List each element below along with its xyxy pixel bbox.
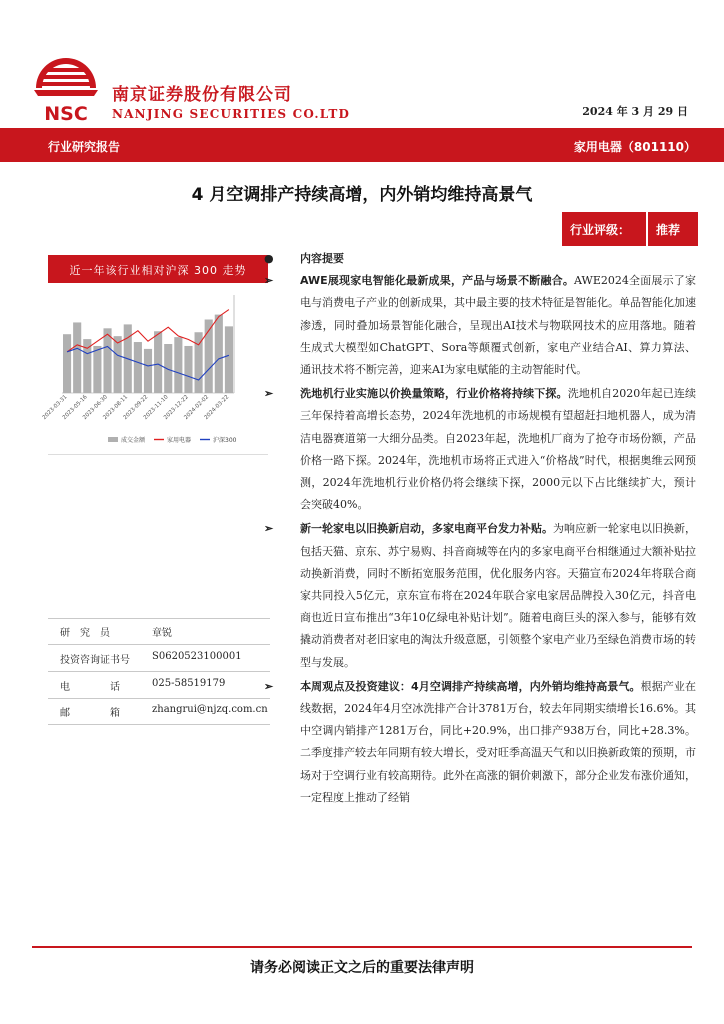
- email-address[interactable]: zhangrui@njzq.com.cn: [152, 704, 268, 715]
- paragraph-trade-in: [264, 518, 696, 673]
- paragraph-floor-washer-head: 洗地机行业实施以价换量策略，行业价格将持续下探。: [300, 387, 568, 401]
- legend-label: 家用电器: [167, 437, 192, 444]
- brand-name-cn: 南京证券股份有限公司: [112, 85, 292, 105]
- x-tick-label: 2023-06-30: [82, 394, 109, 422]
- report-date: 2024 年 3 月 29 日: [582, 105, 688, 118]
- volume-bar: [154, 331, 162, 393]
- x-tick-label: 2024-02-02: [183, 394, 211, 422]
- cert-number: S0620523100001: [152, 651, 242, 662]
- legend-label: 沪深300: [213, 437, 237, 444]
- x-tick-label: 2023-09-22: [122, 394, 150, 422]
- info-divider: [48, 644, 270, 645]
- rating-value: 推荐: [656, 223, 681, 237]
- volume-bar: [225, 326, 233, 393]
- info-divider: [48, 618, 270, 619]
- chart-svg: [41, 285, 268, 455]
- x-tick-label: 2024-03-22: [203, 394, 231, 422]
- volume-bar: [174, 337, 182, 393]
- industry-code: 家用电器（801110）: [573, 140, 696, 154]
- paragraph-awe-head: AWE展现家电智能化最新成果，产品与场景不断融合。: [300, 274, 575, 288]
- volume-bar: [93, 346, 101, 393]
- x-tick-label: 2023-12-22: [163, 394, 190, 422]
- info-divider: [48, 698, 270, 699]
- info-divider: [48, 724, 270, 725]
- arrow-bullet-icon: ➢: [264, 274, 274, 288]
- paragraph-trade-in-head: 新一轮家电以旧换新启动，多家电商平台发力补贴。: [300, 522, 553, 536]
- nsc-logo: [30, 56, 102, 126]
- logo-text: NSC: [44, 103, 88, 125]
- rating-label: 行业评级：: [570, 223, 631, 237]
- chart-title: 近一年该行业相对沪深 300 走势: [69, 264, 247, 277]
- summary-heading-text: 内容提要: [300, 252, 344, 265]
- summary-heading: [264, 248, 696, 270]
- rating-divider: [646, 212, 648, 246]
- paragraph-weekly-view-body: 根据产业在线数据，2024年4月空冰洗排产合计3781万台，较去年同期实绩增长16.6%。其中空调内销排产1281万台，同比+20.9%，出口排产938万台，同比+28.3%。二季度排产较去年同期有较大增长，受对旺季高温天气和以旧换新政策的预期，市场对于空调行业有较高期待。此外在高涨的铜价刺激下，部分企业发布涨价通知，一定程度上推动了经销: [300, 679, 696, 804]
- volume-bar: [103, 328, 111, 393]
- phone-label: 电 话: [60, 682, 120, 693]
- email-label: 邮 箱: [60, 708, 120, 719]
- paragraph-trade-in-body: 为响应新一轮家电以旧换新，包括天猫、京东、苏宁易购、抖音商城等在内的多家电商平台相继通过大额补贴拉动换新消费，同时不断拓宽服务范围，优化服务内容。天猫宣布2024年将联合商家共同投入5亿元，京东宣布将在2024年联合家电家居品牌投入30亿元，抖音电商也近日宣布推出“3年10亿绿电补贴计划”。随着电商巨头的深入参与，能够有效撬动消费者对老旧家电的淘汰升级意愿，引领整个家电产业乃至绿色消费市场的转型与发展。: [300, 522, 696, 669]
- legend-swatch: [108, 437, 118, 442]
- arrow-bullet-icon: ➢: [264, 387, 274, 401]
- arrow-bullet-icon: ➢: [264, 522, 274, 536]
- footer-divider: [32, 946, 692, 948]
- volume-bar: [184, 346, 192, 393]
- report-type: 行业研究报告: [48, 140, 121, 154]
- x-tick-label: 2023-05-16: [61, 394, 89, 422]
- relative-performance-chart: [41, 285, 268, 455]
- bullet-dot-icon: ●: [264, 252, 274, 265]
- volume-bar: [144, 349, 152, 393]
- paragraph-awe: [264, 270, 696, 381]
- volume-bar: [134, 342, 142, 393]
- x-tick-label: 2023-08-11: [102, 394, 130, 422]
- researcher-label: 研 究 员: [60, 628, 110, 639]
- volume-bar: [73, 322, 81, 393]
- paragraph-weekly-view-head: 本周观点及投资建议：4月空调排产持续高增，内外销均维持高景气。: [300, 679, 641, 693]
- legend-label: 成交金额: [121, 437, 146, 444]
- brand-name-en: NANJING SECURITIES CO.LTD: [112, 107, 351, 121]
- researcher-name: 章锐: [152, 628, 172, 639]
- arrow-bullet-icon: ➢: [264, 679, 274, 693]
- volume-bar: [63, 334, 71, 393]
- legal-notice[interactable]: 请务必阅读正文之后的重要法律声明: [250, 960, 474, 976]
- x-tick-label: 2023-03-31: [41, 394, 69, 422]
- volume-bar: [215, 315, 223, 393]
- x-tick-label: 2023-11-10: [142, 394, 170, 422]
- phone-number: 025-58519179: [152, 678, 226, 689]
- paragraph-weekly-view: [264, 676, 696, 809]
- info-divider: [48, 671, 270, 672]
- paragraph-awe-body: AWE2024全面展示了家电与消费电子产业的创新成果，其中最主要的技术特征是智能化。单品智能化加速渗透，同时叠加场景智能化融合，呈现出AI技术与物联网技术的应用落地。随着生成式大模型如ChatGPT、Sora等颠覆式创新，家电产业结合AI、算力算法、通讯技术将不断完善，迎来AI为家电赋能的主动智能时代。: [300, 274, 696, 377]
- series-line-appliances: [67, 310, 229, 352]
- paragraph-floor-washer: [264, 383, 697, 516]
- cert-label: 投资咨询证书号: [60, 655, 130, 666]
- paragraph-floor-washer-body: 洗地机自2020年起已连续三年保持着高增长态势，2024年洗地机的市场规模有望超赶扫地机器人，成为清洁电器赛道第一大细分品类。自2023年起，洗地机厂商为了抢夺市场份额，产品价格一路下探。2024年，洗地机市场将正式进入“价格战”时代，根据奥维云网预测，2024年洗地机行业价格仍将会继续下探，2000元以下占比继续扩大，预计会突破40%。: [300, 387, 697, 512]
- volume-bar: [114, 336, 122, 393]
- report-content: [264, 248, 697, 809]
- report-title: 4 月空调排产持续高增，内外销均维持高景气: [191, 185, 533, 205]
